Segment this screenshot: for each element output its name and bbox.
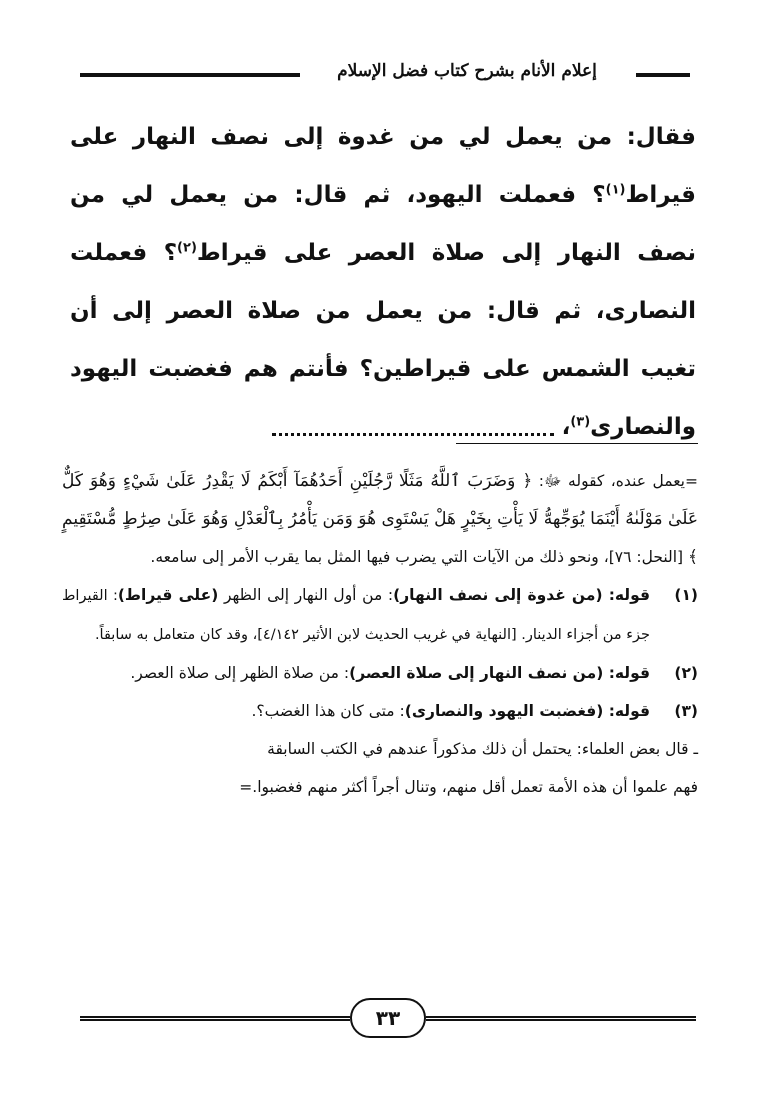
footnote-body [62,654,650,692]
main-text-part4: ، [561,414,571,440]
quran-verse: ﴿ وَضَرَبَ ٱللَّهُ مَثَلًا رَّجُلَيْنِ أَحَدُهُمَآ أَبْكَمُ لَا يَقْدِرُ عَلَىٰ شَيْءٍ وَهُوَ كَلٌّ عَلَىٰ مَوْلَىٰهُ أَيْنَمَا يُوَجِّههُّ لَا يَأْتِ بِخَيْرٍ هَلْ يَسْتَوِى هُوَ وَمَن يَأْمُرُ بِٱلْعَدْلِ وَهُوَ عَلَىٰ صِرَٰطٍ مُّسْتَقِيمٍ ﴾ [62,471,698,567]
dotted-leader [272,419,554,436]
footnote-text-2: : القيراط جزء من أجزاء الدينار. [النهاية في غريب الحديث لابن الأثير ٤/١٤٢]، وقد كان متعامل به سابقاً. [62,588,650,643]
footnotes-section [62,462,698,806]
main-paragraph [70,108,696,456]
main-text-part1: فقال: من يعمل لي من غدوة إلى نصف النهار على قيراط [70,124,696,208]
note-final-line-2: فهم علموا أن هذه الأمة تعمل أقل منهم، وتنال أجراً أكثر منهم فغضبوا.= [239,778,698,796]
main-text [70,108,696,456]
page-footer [80,996,696,1040]
main-text-part3: ؟ فعملت النصارى، ثم قال: من يعمل من صلاة العصر إلى أن تغيب الشمس على قيراطين؟ فأنتم هم فغضبت اليهود والنصارى [70,240,696,440]
page-number: ٣٣ [375,1006,401,1030]
footnote-body [62,576,650,654]
main-text-part2: ؟ فعملت اليهود، ثم قال: من يعمل لي من نصف النهار إلى صلاة العصر على قيراط [70,182,696,266]
footnote-ref-1: (١) [605,182,626,198]
running-header [80,60,690,90]
footnote-label: قوله: (فغضبت اليهود والنصارى) [404,702,650,720]
footnote-ref-2: (٢) [177,240,197,256]
footer-rule-right [426,1016,696,1021]
footnote-body [62,692,650,730]
book-title: إعلام الأنام بشرح كتاب فضل الإسلام [337,61,597,81]
note-final-line-1: ـ قال بعض العلماء: يحتمل أن ذلك مذكوراً عندهم في الكتب السابقة [267,740,698,758]
footnote-2 [62,654,698,692]
footnote-number: (٢) [674,664,698,682]
continuation-note [62,462,698,576]
footnote-1 [62,576,698,654]
footnote-label-2: (على قيراط) [117,586,219,604]
footnote-text: : من أول النهار إلى الظهر [223,586,394,604]
footnote-text: : متى كان هذا الغضب؟. [251,702,405,720]
quran-reference: [النحل: ٧٦] [608,548,684,566]
page-number-badge [350,998,426,1038]
footnote-number: (٣) [674,702,698,720]
footer-rule-left [80,1016,350,1021]
footnote-text: : من صلاة الظهر إلى صلاة العصر. [130,664,350,682]
continuation-intro: =يعمل عنده، كقوله ﷻ: [538,472,698,490]
footnote-separator [456,443,698,444]
header-rule-left [80,73,300,77]
header-rule-right [636,73,690,77]
footnote-number: (١) [674,586,698,604]
continuation-rest: ، ونحو ذلك من الآيات التي يضرب فيها المثل بما يقرب الأمر إلى سامعه. [150,548,609,566]
footnote-label: قوله: (من نصف النهار إلى صلاة العصر) [349,664,650,682]
footnote-ref-3: (٣) [570,414,591,430]
footnote-label: قوله: (من غدوة إلى نصف النهار) [393,586,650,604]
footnote-3 [62,692,698,730]
